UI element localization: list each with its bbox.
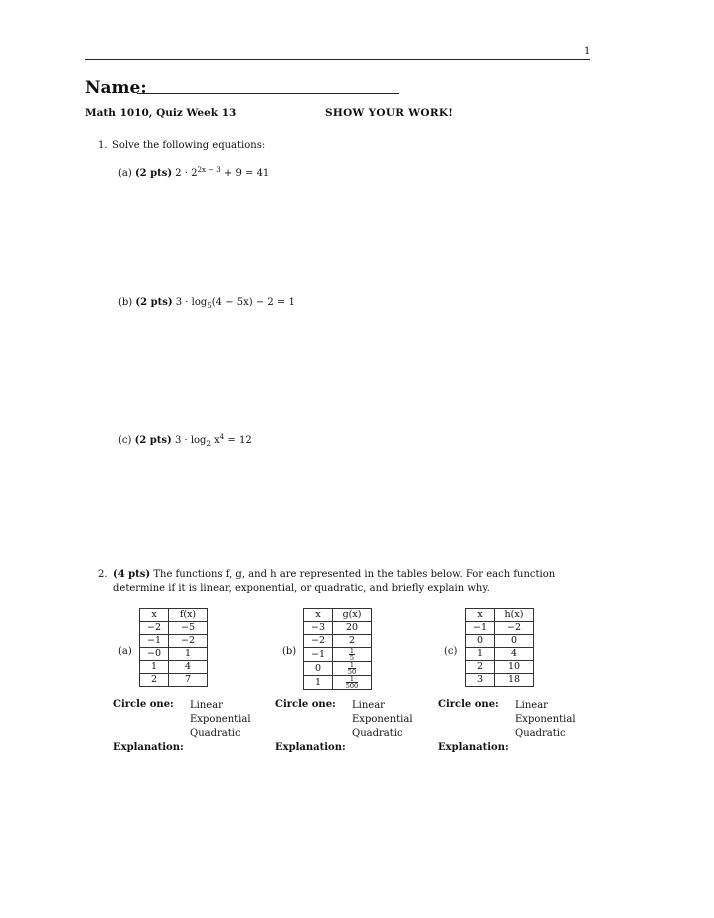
function-table-g [303, 608, 372, 690]
q1c-eq-pre: 3 · log [174, 435, 207, 446]
option-quadratic[interactable]: Quadratic [515, 728, 566, 739]
option-linear[interactable]: Linear [515, 700, 548, 711]
q1a [118, 163, 269, 181]
table-cell: 0 [466, 635, 495, 648]
explanation-label-a: Explanation: [113, 742, 184, 753]
table-cell: −2 [495, 622, 534, 635]
option-quadratic[interactable]: Quadratic [190, 728, 241, 739]
fraction: $\frac{1}{500}$ [345, 675, 359, 690]
q1a-eq-post: + 9 = 41 [220, 168, 270, 179]
show-work-instruction: SHOW YOUR WORK! [325, 107, 454, 119]
table-header-cell: x [466, 609, 495, 622]
table-header-cell: f(x) [169, 609, 208, 622]
table-row [140, 661, 208, 674]
table-row [140, 609, 208, 622]
q2-number: 2. [98, 569, 108, 580]
table-row [466, 609, 534, 622]
header-rule [85, 59, 590, 60]
function-table-f [139, 608, 208, 687]
table-row [466, 674, 534, 687]
table-cell [333, 676, 372, 690]
explanation-label-b: Explanation: [275, 742, 346, 753]
table-row [466, 635, 534, 648]
table-cell: 7 [169, 674, 208, 687]
table-cell [333, 648, 372, 662]
option-exponential[interactable]: Exponential [515, 714, 576, 725]
table-cell: −2 [140, 622, 169, 635]
option-linear[interactable]: Linear [190, 700, 223, 711]
table-row [304, 635, 372, 648]
table-cell: −0 [140, 648, 169, 661]
table-cell: 3 [466, 674, 495, 687]
q1b-eq-pre: 3 · log [175, 297, 208, 308]
table-cell [333, 662, 372, 676]
table-cell: 1 [466, 648, 495, 661]
q1c-eq-mid: x [210, 435, 220, 446]
q2-text [113, 568, 583, 596]
fraction: $\frac{1}{5}$ [349, 647, 355, 662]
table-cell: 0 [304, 662, 333, 676]
table-cell: −1 [466, 622, 495, 635]
table-header-cell: x [140, 609, 169, 622]
table-row [466, 661, 534, 674]
table-cell: −2 [304, 635, 333, 648]
table-header-cell: x [304, 609, 333, 622]
function-table-h [465, 608, 534, 687]
table-cell: 4 [495, 648, 534, 661]
table-row [304, 662, 372, 676]
q2-line2: determine if it is linear, exponential, or quadratic, and briefly explain why. [113, 583, 490, 594]
option-exponential[interactable]: Exponential [190, 714, 251, 725]
page-number: 1 [584, 46, 591, 57]
table-row [466, 648, 534, 661]
options-c [515, 699, 576, 741]
q1a-label: (a) [118, 168, 132, 179]
table-row [140, 674, 208, 687]
q1b-eq-post: (4 − 5x) − 2 = 1 [211, 297, 295, 308]
q1c-log-base: 2 [206, 440, 211, 448]
circle-one-label-b: Circle one: [275, 699, 336, 710]
table-cell: 1 [140, 661, 169, 674]
table-row [304, 609, 372, 622]
q2-points: (4 pts) [113, 569, 151, 580]
table-row [304, 622, 372, 635]
options-b [352, 699, 413, 741]
table-cell: −2 [169, 635, 208, 648]
q1b-label: (b) [118, 297, 133, 308]
option-exponential[interactable]: Exponential [352, 714, 413, 725]
name-blank-line [137, 93, 399, 94]
q1b-points: (2 pts) [135, 297, 173, 308]
course-title: Math 1010, Quiz Week 13 [85, 107, 237, 119]
table-row [304, 648, 372, 662]
table-header-cell: g(x) [333, 609, 372, 622]
table-header-cell: h(x) [495, 609, 534, 622]
table-c-label: (c) [444, 646, 458, 657]
circle-one-label-c: Circle one: [438, 699, 499, 710]
option-quadratic[interactable]: Quadratic [352, 728, 403, 739]
table-b-label: (b) [282, 646, 297, 657]
table-cell: 4 [169, 661, 208, 674]
table-row [140, 648, 208, 661]
table-row [304, 676, 372, 690]
q1a-exponent: 2x − 3 [197, 166, 221, 174]
q1b-log-base: 5 [207, 302, 212, 310]
table-cell: 1 [169, 648, 208, 661]
table-row [140, 622, 208, 635]
q1c [118, 430, 252, 451]
table-cell: 18 [495, 674, 534, 687]
table-cell: 10 [495, 661, 534, 674]
table-cell: 1 [304, 676, 333, 690]
option-linear[interactable]: Linear [352, 700, 385, 711]
q1-number: 1. [98, 140, 108, 151]
q1c-points: (2 pts) [134, 435, 172, 446]
table-row [140, 635, 208, 648]
table-cell: −1 [304, 648, 333, 662]
circle-one-label-a: Circle one: [113, 699, 174, 710]
name-label: Name: [85, 78, 147, 98]
q2-line1: The functions f, g, and h are represented in the tables below. For each function [153, 569, 556, 580]
table-cell: −1 [140, 635, 169, 648]
q1c-eq-post: = 12 [224, 435, 252, 446]
table-cell: 0 [495, 635, 534, 648]
table-cell: −3 [304, 622, 333, 635]
q1a-eq-pre: 2 · 2 [175, 168, 198, 179]
q1-text: Solve the following equations: [112, 140, 266, 151]
table-cell: 2 [466, 661, 495, 674]
table-row [466, 622, 534, 635]
table-cell: 2 [140, 674, 169, 687]
q1a-points: (2 pts) [134, 168, 173, 179]
table-a-label: (a) [118, 646, 132, 657]
q1b [118, 296, 295, 313]
table-cell: 2 [333, 635, 372, 648]
q1c-exponent: 4 [219, 433, 225, 441]
table-cell: −5 [169, 622, 208, 635]
options-a [190, 699, 251, 741]
table-cell: 20 [333, 622, 372, 635]
explanation-label-c: Explanation: [438, 742, 509, 753]
fraction: $\frac{1}{50}$ [347, 661, 357, 676]
q1c-label: (c) [118, 435, 132, 446]
